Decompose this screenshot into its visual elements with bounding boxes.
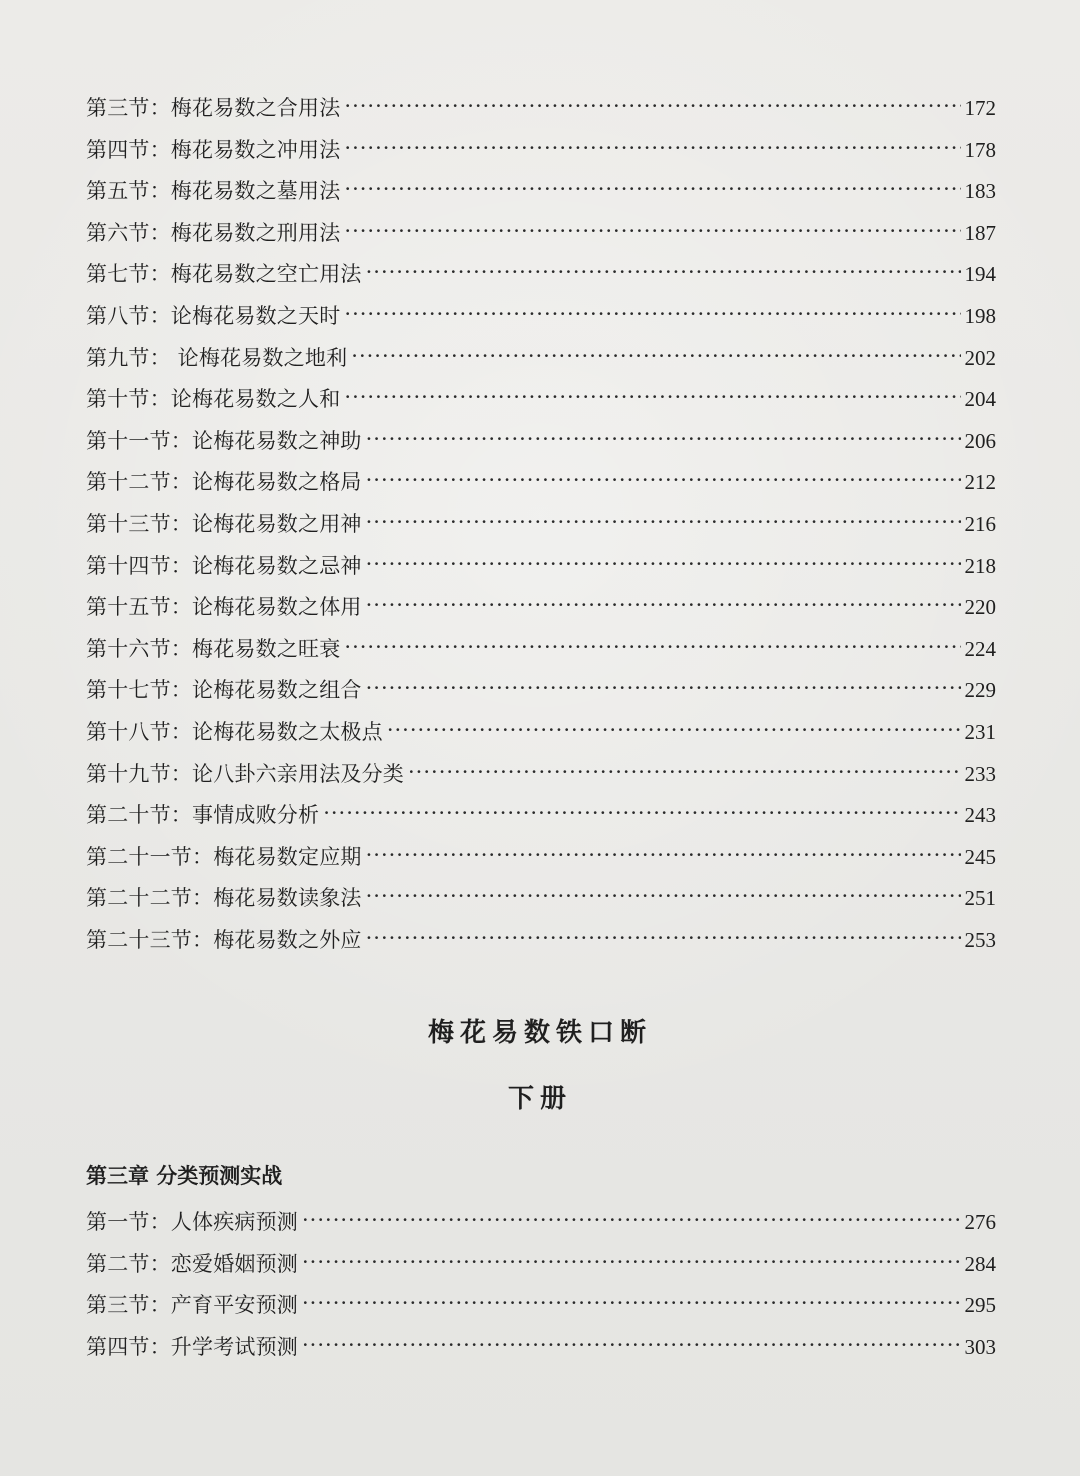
- toc-entry-label: 第三节：梅花易数之合用法: [86, 96, 341, 120]
- dot-leader: [302, 1325, 961, 1367]
- toc-entry-label: 第二十一节：梅花易数定应期: [86, 844, 362, 869]
- toc-entry-page: 198: [964, 303, 996, 328]
- toc-entry: [86, 712, 996, 754]
- dot-leader: [344, 377, 960, 419]
- toc-entry-page: 178: [964, 137, 996, 162]
- toc-entry-label: 第二十二节：梅花易数读象法: [86, 886, 362, 911]
- dot-leader: [366, 252, 961, 294]
- toc-entry: [86, 546, 996, 588]
- toc-entry-page: 220: [964, 595, 996, 620]
- toc-entry: [86, 1244, 996, 1286]
- dot-leader: [366, 876, 961, 918]
- dot-leader: [302, 1200, 961, 1242]
- toc-entry-label: 第二十节：事情成败分析: [86, 803, 320, 828]
- volume-title: 下册: [507, 1084, 572, 1114]
- toc-entry: [86, 920, 996, 962]
- toc-entry: [86, 296, 996, 338]
- toc-entry-label: 第六节：梅花易数之刑用法: [86, 220, 341, 245]
- toc-entry-page: 284: [964, 1251, 996, 1276]
- toc-entry-page: 194: [964, 262, 996, 287]
- toc-entry-page: 218: [964, 553, 996, 578]
- toc-entry: [86, 171, 996, 213]
- toc-entry: [86, 462, 996, 504]
- dot-leader: [366, 835, 961, 877]
- toc-entry-page: 224: [964, 636, 996, 661]
- toc-entry: [86, 338, 996, 380]
- dot-leader: [302, 1283, 961, 1325]
- toc-entry-label: 第十五节：论梅花易数之体用: [86, 595, 362, 620]
- dot-leader: [344, 128, 960, 170]
- toc-entry: [86, 670, 996, 712]
- toc-entry: [86, 1202, 996, 1244]
- toc-entry-label: 第十节：论梅花易数之人和: [86, 387, 341, 412]
- dot-leader: [366, 544, 961, 586]
- toc-entry-page: 295: [964, 1293, 996, 1318]
- dot-leader: [408, 752, 961, 794]
- toc-entry: [86, 587, 996, 629]
- dot-leader: [387, 710, 961, 752]
- toc-entry-page: 243: [964, 803, 996, 828]
- book-title: 梅花易数铁口断: [427, 1018, 652, 1048]
- toc-entry: [86, 878, 996, 920]
- toc-entry: [86, 754, 996, 796]
- dot-leader: [366, 918, 961, 960]
- toc-entry-label: 第四节：梅花易数之冲用法: [86, 137, 341, 162]
- dot-leader: [323, 793, 960, 835]
- toc-list-bottom: [86, 1202, 996, 1368]
- toc-entry-page: 233: [964, 761, 996, 786]
- toc-entry-label: 第七节：梅花易数之空亡用法: [86, 262, 362, 287]
- toc-entry-label: 第十九节：论八卦六亲用法及分类: [86, 761, 404, 786]
- toc-entry-page: 187: [964, 220, 996, 245]
- toc-entry-label: 第八节：论梅花易数之天时: [86, 303, 341, 328]
- dot-leader: [366, 419, 961, 461]
- toc-entry-page: 206: [964, 428, 996, 453]
- dot-leader: [302, 1242, 961, 1284]
- toc-entry-page: 183: [964, 179, 996, 204]
- toc-entry: [86, 254, 996, 296]
- dot-leader: [344, 86, 960, 128]
- toc-entry: [86, 130, 996, 172]
- toc-entry: [86, 421, 996, 463]
- toc-entry-page: 212: [964, 470, 996, 495]
- dot-leader: [366, 585, 961, 627]
- toc-entry-label: 第十三节：论梅花易数之用神: [86, 511, 362, 536]
- toc-entry: [86, 379, 996, 421]
- dot-leader: [366, 460, 961, 502]
- toc-entry-label: 第二节：恋爱婚姻预测: [86, 1251, 298, 1276]
- toc-entry-page: 251: [964, 886, 996, 911]
- toc-entry-page: 172: [964, 96, 996, 120]
- dot-leader: [351, 336, 960, 378]
- toc-list-top: [86, 88, 996, 961]
- toc-entry-page: 253: [964, 927, 996, 952]
- dot-leader: [366, 502, 961, 544]
- toc-entry-page: 202: [964, 345, 996, 370]
- toc-entry: [86, 504, 996, 546]
- toc-entry-label: 第十一节：论梅花易数之神助: [86, 428, 362, 453]
- dot-leader: [344, 627, 960, 669]
- toc-entry-label: 第十八节：论梅花易数之太极点: [86, 719, 383, 744]
- toc-entry-page: 245: [964, 844, 996, 869]
- chapter-heading: 第三章 分类预测实战: [86, 1163, 283, 1188]
- toc-entry-page: 204: [964, 387, 996, 412]
- toc-entry-label: 第九节： 论梅花易数之地利: [86, 345, 348, 370]
- toc-entry: [86, 629, 996, 671]
- toc-entry: [86, 837, 996, 879]
- toc-entry: [86, 213, 996, 255]
- toc-entry-label: 第四节：升学考试预测: [86, 1334, 298, 1359]
- toc-entry-page: 229: [964, 678, 996, 703]
- dot-leader: [366, 668, 961, 710]
- toc-entry-page: 231: [964, 719, 996, 744]
- toc-entry-label: 第十七节：论梅花易数之组合: [86, 678, 362, 703]
- toc-entry-page: 276: [964, 1210, 996, 1234]
- toc-entry: [86, 88, 996, 130]
- toc-entry: [86, 795, 996, 837]
- toc-entry-label: 第十四节：论梅花易数之忌神: [86, 553, 362, 578]
- toc-entry-label: 第二十三节：梅花易数之外应: [86, 927, 362, 952]
- toc-entry-label: 第一节：人体疾病预测: [86, 1210, 298, 1234]
- dot-leader: [344, 211, 960, 253]
- toc-entry-label: 第十六节：梅花易数之旺衰: [86, 636, 341, 661]
- toc-entry-page: 216: [964, 511, 996, 536]
- dot-leader: [344, 294, 960, 336]
- dot-leader: [344, 169, 960, 211]
- toc-entry: [86, 1327, 996, 1369]
- toc-entry: [86, 1285, 996, 1327]
- toc-entry-label: 第五节：梅花易数之墓用法: [86, 179, 341, 204]
- toc-entry-label: 第三节：产育平安预测: [86, 1293, 298, 1318]
- toc-entry-label: 第十二节：论梅花易数之格局: [86, 470, 362, 495]
- toc-entry-page: 303: [964, 1334, 996, 1359]
